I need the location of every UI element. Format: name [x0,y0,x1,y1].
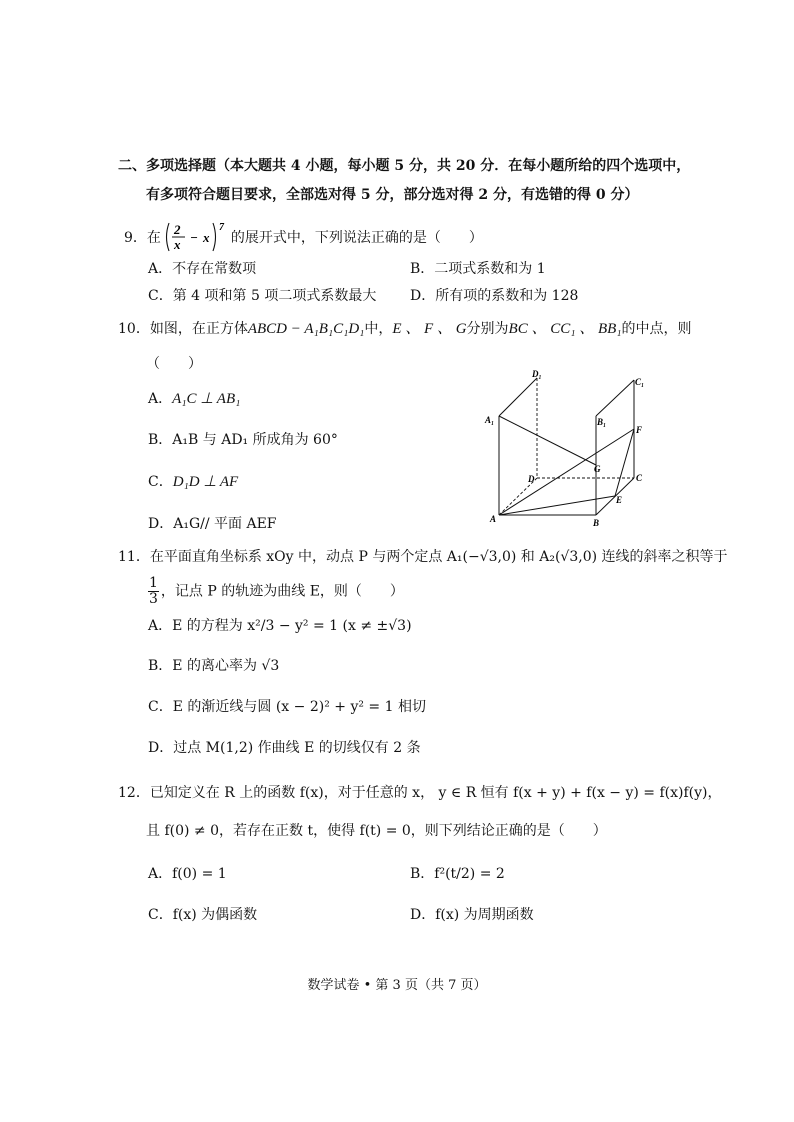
q10-stem-a: 如图，在正方体 [149,321,248,337]
q12-stem [118,783,722,803]
segment-a1g [499,416,596,465]
q10-stem-b: 中， [364,321,393,337]
fraction-numerator: 1 [149,575,158,591]
option-label: D． [410,288,436,304]
q10-option-d[interactable] [148,514,277,534]
label-c: C [636,473,643,483]
q12-option-a[interactable] [148,864,227,884]
q9-stem-pre: 在 [146,230,161,246]
option-text: f(x) 为偶函数 [172,907,258,923]
q9-option-d[interactable] [410,286,578,306]
q10-points: E 、 F 、 G [392,321,467,337]
q12-option-d[interactable] [410,905,534,925]
q10-option-a[interactable] [148,389,240,409]
q12-stem-line2: 且 f(0) ≠ 0，若存在正数 t，使得 f(t) = 0，则下列结论正确的是（ ） [146,823,607,839]
option-text: A₁C ⊥ AB₁ [172,391,241,407]
option-text: 过点 M(1,2) 作曲线 E 的切线仅有 2 条 [173,740,421,756]
option-text: f(0) = 1 [172,866,227,882]
cube-figure [480,368,660,528]
q11-stem-text-2: ，记点 P 的轨迹为曲线 E，则（ ） [160,583,404,600]
option-label: C． [148,699,173,715]
svg-text:7: 7 [218,222,224,233]
option-label: B． [148,658,173,674]
option-label: D． [410,907,436,923]
q11-stem [118,547,728,567]
option-text: 所有项的系数和为 128 [435,288,579,304]
q10-stem-c: 分别为 [466,321,509,337]
label-b: B [593,518,600,528]
option-text: 不存在常数项 [172,261,257,277]
svg-text:x: x [173,237,181,252]
option-label: A． [148,261,173,277]
q9-option-b[interactable] [410,259,546,279]
svg-text:2: 2 [173,222,181,237]
option-label: A． [148,391,173,407]
option-text: E 的方程为 x²/3 − y² = 1 (x ≠ ±√3) [172,618,412,634]
q12-option-b[interactable] [410,864,505,884]
segment-ae [499,496,615,515]
q11-option-a[interactable] [148,616,412,636]
svg-text:x: x [202,230,210,245]
q11-option-b[interactable] [148,656,279,676]
option-text: A₁B 与 AD₁ 所成角为 60° [172,432,338,448]
q11-stem-text: 在平面直角坐标系 xOy 中，动点 P 与两个定点 A₁(−√3,0) 和 A₂(√3,0) 连线的斜率之积等于 [149,549,728,565]
q10-option-c[interactable] [148,472,238,492]
option-label: C． [148,474,173,490]
q10-number: 10． [118,321,150,337]
option-text: 第 4 项和第 5 项二项式系数最大 [172,288,377,304]
label-f: F [636,425,643,435]
q12-number: 12． [118,785,150,801]
option-label: D． [148,516,174,532]
option-label: A． [148,866,173,882]
label-d1: D₁ [532,369,542,379]
section-title: 二、多项选择题（本大题共 4 小题，每小题 5 分，共 20 分．在每小题所给的四个选项中， [118,158,691,174]
q9-option-a[interactable] [148,259,256,279]
label-d: D [528,474,535,484]
fraction-denominator: 3 [149,591,158,607]
q12-stem-text: 已知定义在 R 上的函数 f(x)，对于任意的 x， y ∈ R 恒有 f(x + y) + f(x − y) = f(x)f(y)， [149,785,722,801]
q9-stem [124,222,483,252]
q10-edges: BC 、 CC₁ 、 BB₁ [508,321,622,337]
q11-fraction [148,576,159,607]
option-text: E 的渐近线与圆 (x − 2)² + y² = 1 相切 [172,699,426,715]
option-text: A₁G// 平面 AEF [173,516,277,532]
label-b1: B₁ [597,417,607,427]
q10-stem-d: 的中点，则 [621,321,692,337]
q9-stem-post: 的展开式中，下列说法正确的是（ ） [230,230,483,246]
q12-option-c[interactable] [148,905,257,925]
option-text: E 的离心率为 √3 [172,658,280,674]
option-label: B． [410,261,435,277]
q11-option-c[interactable] [148,697,426,717]
option-label: D． [148,740,174,756]
q10-answer-paren: （ ） [146,356,202,372]
option-label: B． [148,432,173,448]
q10-cube: ABCD − A₁B₁C₁D₁ [247,321,365,337]
q9-binomial-expression [163,222,229,252]
q10-option-b[interactable] [148,430,338,450]
page-footer: 数学试卷 • 第 3 页（共 7 页） [307,978,487,993]
option-label: C． [148,288,173,304]
svg-text:−: − [189,230,198,245]
q11-stem-line2 [148,576,404,607]
label-a1: A₁ [485,415,495,425]
option-label: B． [410,866,435,882]
option-text: D₁D ⊥ AF [172,474,239,490]
section-title-continued: 有多项符合题目要求，全部选对得 5 分，部分选对得 2 分，有选错的得 0 分） [146,187,639,203]
q11-option-d[interactable] [148,738,421,758]
label-g: G [594,464,601,474]
label-a: A [490,514,497,524]
label-e: E [616,495,623,505]
label-c1: C₁ [635,377,645,387]
option-text: 二项式系数和为 1 [434,261,546,277]
option-label: A． [148,618,173,634]
q9-option-c[interactable] [148,286,376,306]
option-label: C． [148,907,173,923]
q9-number: 9． [124,230,147,246]
option-text: f(x) 为周期函数 [435,907,534,923]
q10-stem [118,319,691,339]
option-text: f²(t/2) = 2 [434,866,505,882]
segment-af [499,429,634,515]
q11-number: 11． [118,549,150,565]
edge-a1d1 [499,378,537,416]
edge-c1b1 [596,380,634,416]
